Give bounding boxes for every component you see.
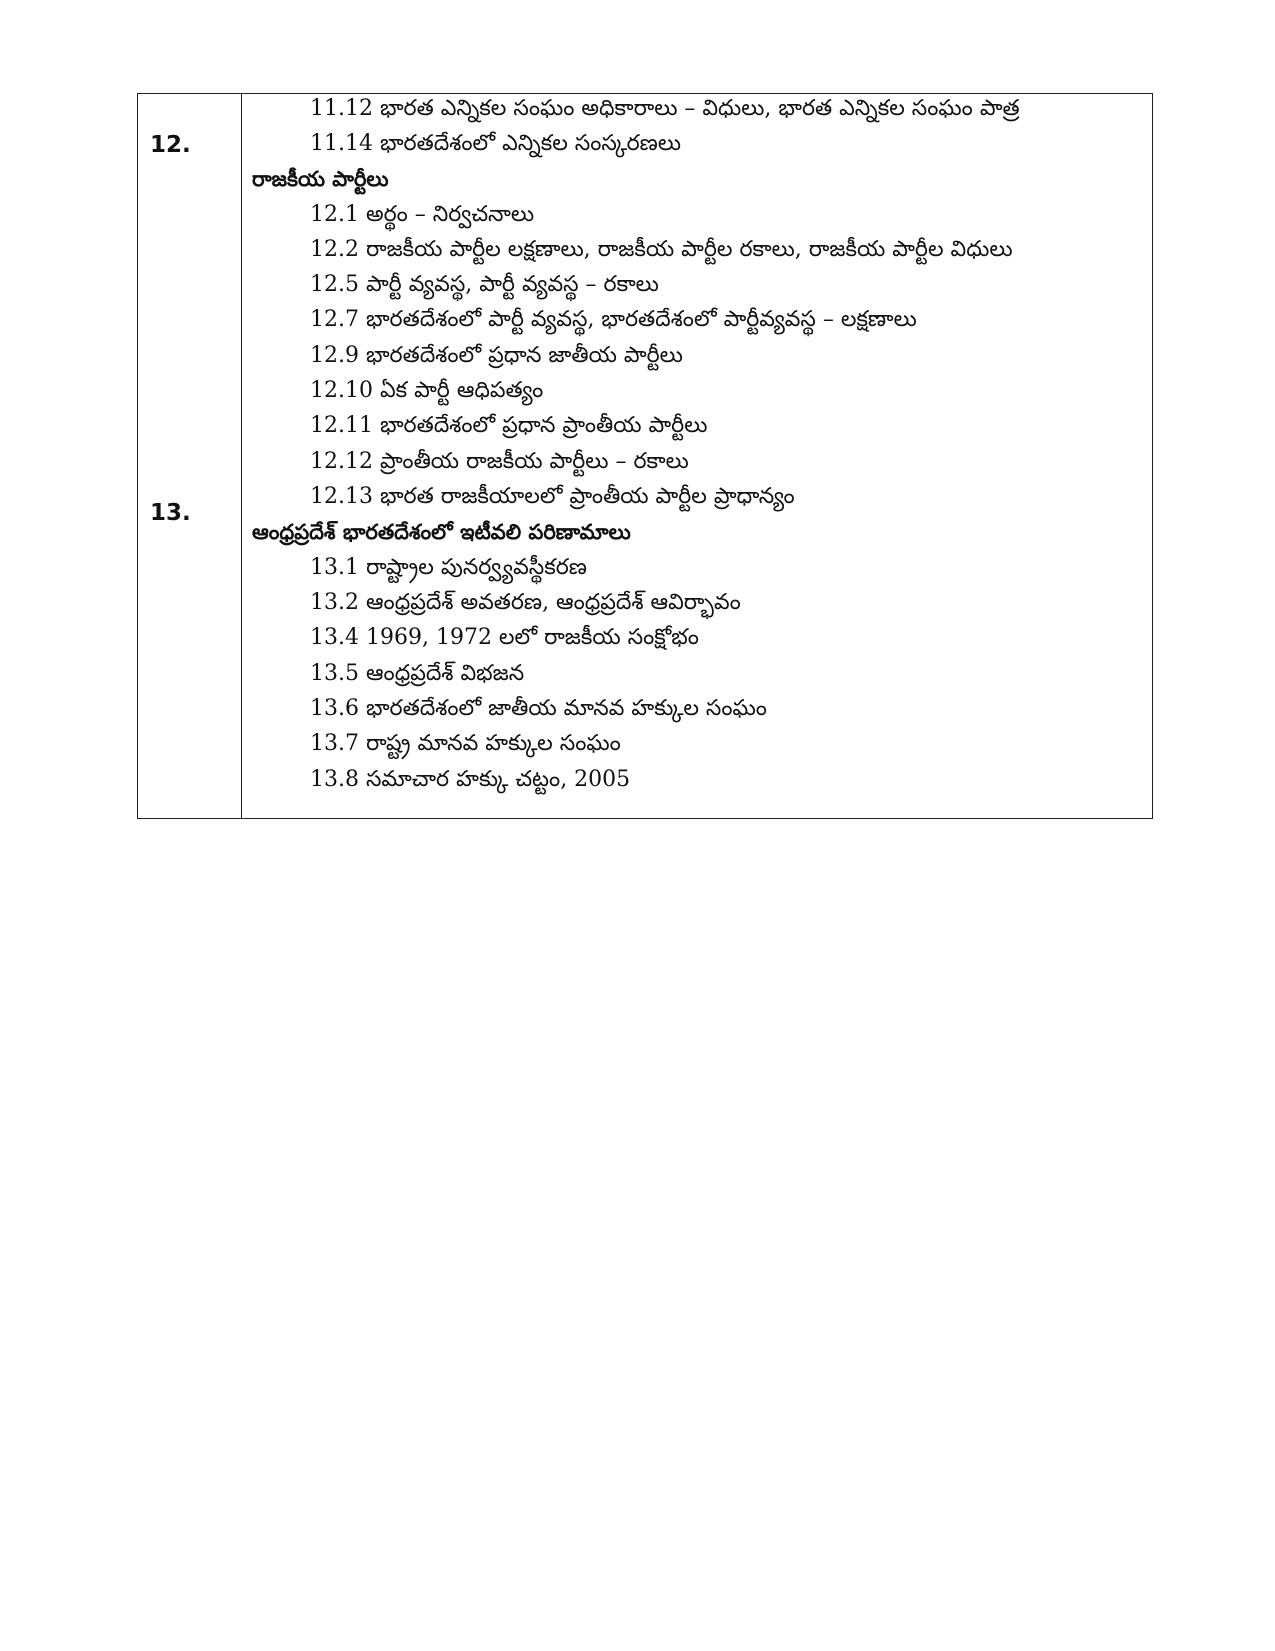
column-divider <box>241 94 242 818</box>
topic-line: 13.5 ఆంధ్రప్రదేశ్ విభజన <box>310 661 525 686</box>
topic-line: 12.13 భారత రాజకీయాలలో ప్రాంతీయ పార్టీల ప్రాధాన్యం <box>310 484 795 509</box>
topic-line: 12.10 ఏక పార్టీ ఆధిపత్యం <box>310 378 544 403</box>
topic-line: 13.6 భారతదేశంలో జాతీయ మానవ హక్కుల సంఘం <box>310 696 767 721</box>
topic-line: 13.1 రాష్ట్రాల పునర్వ్యవస్థీకరణ <box>310 555 587 580</box>
syllabus-table <box>137 93 1153 819</box>
topic-line: 12.11 భారతదేశంలో ప్రధాన ప్రాంతీయ పార్టీలు <box>310 413 708 438</box>
topic-line: 13.4 1969, 1972 లలో రాజకీయ సంక్షోభం <box>310 625 699 650</box>
topic-line: 12.7 భారతదేశంలో పార్టీ వ్యవస్థ, భారతదేశంలో పార్టీవ్యవస్థ – లక్షణాలు <box>310 307 917 332</box>
topic-line: 13.8 సమాచార హక్కు చట్టం, 2005 <box>310 767 631 792</box>
unit-number-13: 13. <box>150 500 191 526</box>
topic-line: 11.14 భారతదేశంలో ఎన్నికల సంస్కరణలు <box>310 131 682 156</box>
topic-line: 13.2 ఆంధ్రప్రదేశ్ అవతరణ, ఆంధ్రప్రదేశ్ ఆవిర్భావం <box>310 590 741 615</box>
unit-heading-political-parties: రాజకీయ పార్టీలు <box>252 167 389 191</box>
topic-line: 12.12 ప్రాంతీయ రాజకీయ పార్టీలు – రకాలు <box>310 449 689 474</box>
topic-line: 13.7 రాష్ట్ర మానవ హక్కుల సంఘం <box>310 731 621 756</box>
topic-line: 12.5 పార్టీ వ్యవస్థ, పార్టీ వ్యవస్థ – రకాలు <box>310 272 659 297</box>
topic-line: 12.9 భారతదేశంలో ప్రధాన జాతీయ పార్టీలు <box>310 343 683 368</box>
unit-heading-recent-developments: ఆంధ్రప్రదేశ్ భారతదేశంలో ఇటీవలి పరిణామాలు <box>252 520 631 544</box>
topic-line: 12.1 అర్థం – నిర్వచనాలు <box>310 202 535 227</box>
unit-number-12: 12. <box>150 132 191 158</box>
topic-line: 11.12 భారత ఎన్నికల సంఘం అధికారాలు – విధులు, భారత ఎన్నికల సంఘం పాత్ర <box>310 96 1020 121</box>
topic-line: 12.2 రాజకీయ పార్టీల లక్షణాలు, రాజకీయ పార్టీల రకాలు, రాజకీయ పార్టీల విధులు <box>310 237 1013 262</box>
